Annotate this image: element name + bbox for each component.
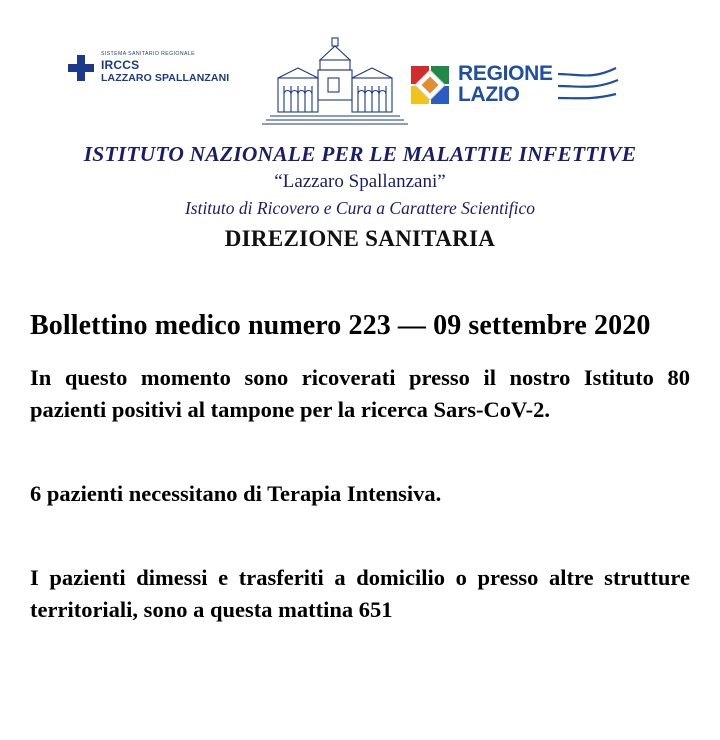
regione-lazio-swoosh-icon <box>558 66 620 106</box>
irccs-spallanzani-logo <box>68 52 263 85</box>
irccs-logo-name2: LAZZARO SPALLANZANI <box>101 71 230 84</box>
irccs-logo-toptext: SISTEMA SANITARIO REGIONALE <box>101 51 196 57</box>
irccs-logo-text <box>101 52 229 85</box>
institution-titles <box>0 142 720 252</box>
document-page <box>0 30 720 740</box>
regione-lazio-emblem-icon <box>410 65 450 105</box>
bulletin-body <box>30 252 690 626</box>
institute-subtitle: Istituto di Ricovero e Cura a Carattere Scientifico <box>184 198 536 218</box>
institute-name: “Lazzaro Spallanzani” <box>274 171 446 192</box>
bulletin-heading: Bollettino medico numero 223 — 09 settembre 2020 <box>30 310 651 341</box>
irccs-logo-name1: IRCCS <box>101 58 140 73</box>
institute-title: ISTITUTO NAZIONALE PER LE MALATTIE INFETTIVE <box>83 142 637 166</box>
medical-cross-icon <box>68 55 94 81</box>
institute-building-icon <box>262 34 408 136</box>
bulletin-paragraph-3: I pazienti dimessi e trasferiti a domicilio o presso altre strutture territoriali, sono a questa mattina 651 <box>30 564 690 622</box>
letterhead-logos <box>0 30 720 138</box>
bulletin-paragraph-2: 6 pazienti necessitano di Terapia Intensiva. <box>30 480 442 506</box>
regione-lazio-wordmark <box>458 64 553 105</box>
regione-label: REGIONE <box>458 62 553 85</box>
department-title: DIREZIONE SANITARIA <box>224 226 496 251</box>
lazio-label: LAZIO <box>458 82 520 106</box>
regione-lazio-logo <box>410 64 553 105</box>
bulletin-paragraph-1: In questo momento sono ricoverati presso il nostro Istituto 80 pazienti positivi al tampone per la ricerca Sars-CoV-2. <box>30 364 690 422</box>
